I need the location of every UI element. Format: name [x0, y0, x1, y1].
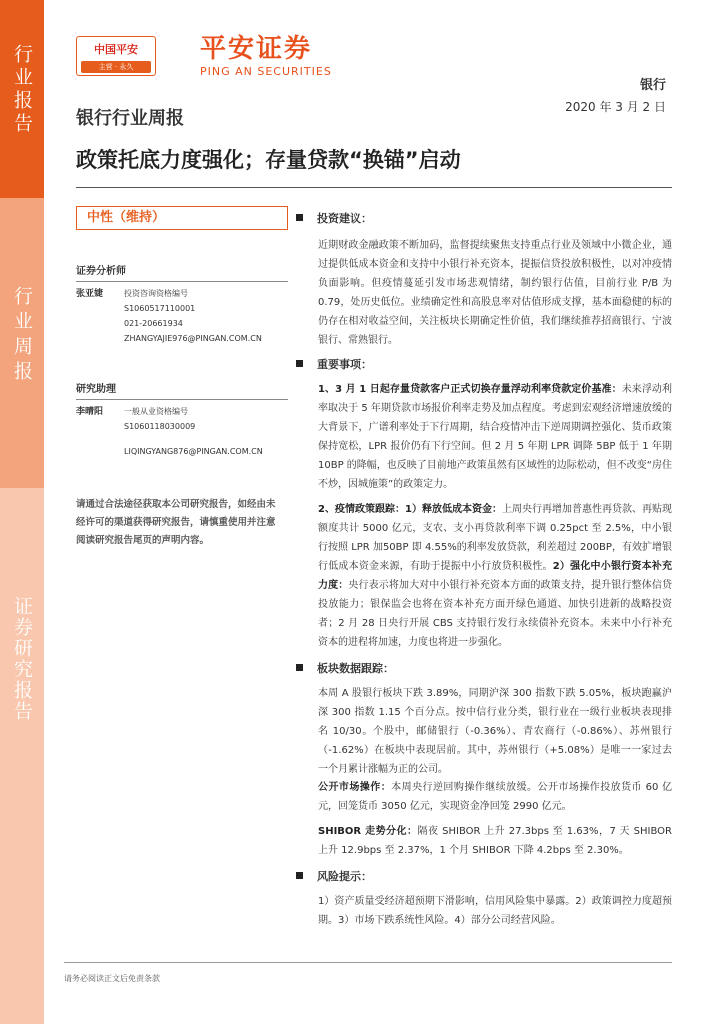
- section-investment-title: 投资建议：: [317, 212, 372, 225]
- china-pingan-logo-tagline: 主营 · 永久: [81, 61, 151, 73]
- section-events-heading: [296, 356, 372, 372]
- data-p2-lead: 公开市场操作：: [318, 782, 392, 793]
- analyst-cert: S1060517110001: [124, 304, 196, 313]
- section-events-title: 重要事项：: [317, 358, 372, 371]
- sidebar-label-industry-weekly: 行业周报: [11, 286, 33, 386]
- assistant-cert: S1060118030009: [124, 422, 196, 431]
- pingan-securities-logo-cn: 平安证券: [200, 34, 313, 64]
- assistant-email[interactable]: LIQINGYANG876@PINGAN.COM.CN: [124, 447, 263, 456]
- section-data-p2: [318, 778, 672, 816]
- bullet-icon: [296, 214, 303, 221]
- industry-label: 银行: [639, 78, 666, 93]
- section-risks-body: 1）资产质量受经济超预期下滑影响，信用风险集中暴露。2）政策调控力度超预期。3）市场下跌系统性风险。4）部分公司经营风险。: [318, 896, 672, 926]
- pingan-securities-logo-en: PING AN SECURITIES: [200, 65, 332, 78]
- analyst-card: [76, 286, 288, 350]
- china-pingan-logo-text: 中国平安: [94, 43, 138, 56]
- events-p1-text: 未来浮动利率取决于 5 年期贷款市场报价利率走势及加点程度。考虑到宏观经济增速放缓的大背景下，广谱利率处于下行周期，结合疫情冲击下逆周期调控强化、货币政策保持宽松，LPR 报价仍有下行空间。但 2 月 5 年期 LPR 调降 5BP 低于 1 年期 10BP 的降幅，也反映了目前地产政策虽然有区域性的边际松动，但不改变“房住不炒，因城施策”的政策定力。: [318, 384, 672, 490]
- page-title: 政策托底力度强化；存量贷款“换锚”启动: [76, 148, 461, 172]
- section-data-p3: [318, 822, 672, 860]
- bullet-icon: [296, 664, 303, 671]
- events-p2-text1: 上周央行再增加普惠性再贷款、再贴现额度共计 5000 亿元，支农、支小再贷款利率下调 0.25pct 至 2.5%，中小银行按照 LPR 加50BP 即 4.55%的利率发放贷款，利差超过 200BP，有效扩增银行低成本资金来源，有助于提振中小行放贷积极性。: [318, 504, 673, 572]
- sidebar-block-report: [0, 0, 44, 198]
- assistant-info: [124, 404, 288, 459]
- title-divider: [76, 187, 672, 188]
- section-data-title: 板块数据跟踪：: [317, 662, 394, 675]
- sidebar-block-weekly: [0, 198, 44, 488]
- pingan-securities-logo: [200, 33, 332, 78]
- assistant-qualification: 一般从业资格编号: [124, 407, 188, 416]
- report-type: 银行行业周报: [76, 108, 184, 129]
- disclaimer-text: 请通过合法途径获取本公司研究报告，如经由未经许可的渠道获得研究报告，请慎重使用并注意阅读研究报告尾页的声明内容。: [76, 499, 276, 546]
- data-p2-text: 本周央行逆回购操作继续放缓。公开市场操作投放货币 60 亿元，回笼货币 3050 亿元，实现资金净回笼 2990 亿元。: [318, 782, 672, 812]
- section-investment-body: 近期财政金融政策不断加码，监督提续聚焦支持重点行业及领域中小微企业，通过提供低成本资金和支持中小银行补充资本，提振信贷投放积极性，以对冲疫情负面影响。但疫情蔓延引发市场悲观情绪，制约银行估值，目前行业 P/B 为 0.79，处历史低位。业绩确定性和高股息率对估值形成支撑，基本面稳健的标的仍存在相对收益空间，关注板块长期确定性价值，我们继续推荐招商银行、宁波银行、常熟银行。: [318, 240, 672, 346]
- analyst-phone: 021-20661934: [124, 319, 183, 328]
- events-p2-text2: 央行表示将加大对中小银行补充资本方面的政策支持，提升银行整体信贷投放能力；银保监会也将在资本补充方面开绿色通道、加快引进新的战略投资者；2 月 28 日央行开展 CBS 支持银行发行永续债补充资本。未来中小行补充资本的进程将加速，力度也将进一步强化。: [318, 580, 673, 648]
- analyst-qualification: 投资咨询资格编号: [124, 289, 188, 298]
- assistant-heading: 研究助理: [76, 380, 288, 400]
- analyst-info: [124, 286, 288, 346]
- assistant-name: 李晴阳: [76, 407, 104, 417]
- section-risks-heading: [296, 868, 372, 884]
- rating-badge: 中性（维持）: [76, 206, 288, 230]
- assistant-spacer: [124, 434, 288, 444]
- events-p2-lead2: 2）强化中小银行资本补充力度：: [318, 561, 672, 591]
- bullet-icon: [296, 360, 303, 367]
- assistant-card: [76, 404, 288, 468]
- sidebar-label-industry-report: 行业报告: [11, 44, 33, 136]
- analyst-name: 张亚婕: [76, 289, 104, 299]
- report-date: 2020 年 3 月 2 日: [565, 100, 666, 114]
- section-events-p2: [318, 500, 672, 652]
- sidebar-block-research: [0, 488, 44, 1024]
- data-p3-lead: SHIBOR 走势分化：: [318, 826, 418, 837]
- events-p1-lead: 1、3 月 1 日起存量贷款客户正式切换存量浮动利率贷款定价基准：: [318, 384, 622, 395]
- analyst-heading: 证券分析师: [76, 262, 288, 282]
- section-data-heading: [296, 660, 394, 676]
- china-pingan-logo: [76, 36, 156, 76]
- bullet-icon: [296, 872, 303, 879]
- data-p3-text: 隔夜 SHIBOR 上升 27.3bps 至 1.63%，7 天 SHIBOR 上升 12.9bps 至 2.37%，1 个月 SHIBOR 下降 4.2bps 至 2.30%。: [318, 826, 672, 856]
- section-investment-heading: [296, 210, 372, 226]
- section-risks-title: 风险提示：: [317, 870, 372, 883]
- events-p2-lead1: 2、疫情政策跟踪：1）释放低成本资金：: [318, 504, 502, 515]
- section-events-p1: [318, 380, 672, 494]
- section-data-p1: 本周 A 股银行板块下跌 3.89%，同期沪深 300 指数下跌 5.05%，板块跑赢沪深 300 指数 1.15 个百分点。按中信行业分类，银行业在一级行业板块表现排名 10/30。个股中，邮储银行（-0.36%）、青农商行（-0.86%）、苏州银行（-1.62%）在板块中表现居前。其中，苏州银行（+5.08%）是唯一一家过去一个月累计涨幅为正的公司。: [318, 688, 672, 775]
- footer-divider: [64, 962, 672, 963]
- footer-note: 请务必阅读正文后免责条款: [64, 974, 160, 983]
- analyst-email[interactable]: ZHANGYAJIE976@PINGAN.COM.CN: [124, 334, 262, 343]
- sidebar-label-securities-research: 证券研究报告: [11, 596, 33, 722]
